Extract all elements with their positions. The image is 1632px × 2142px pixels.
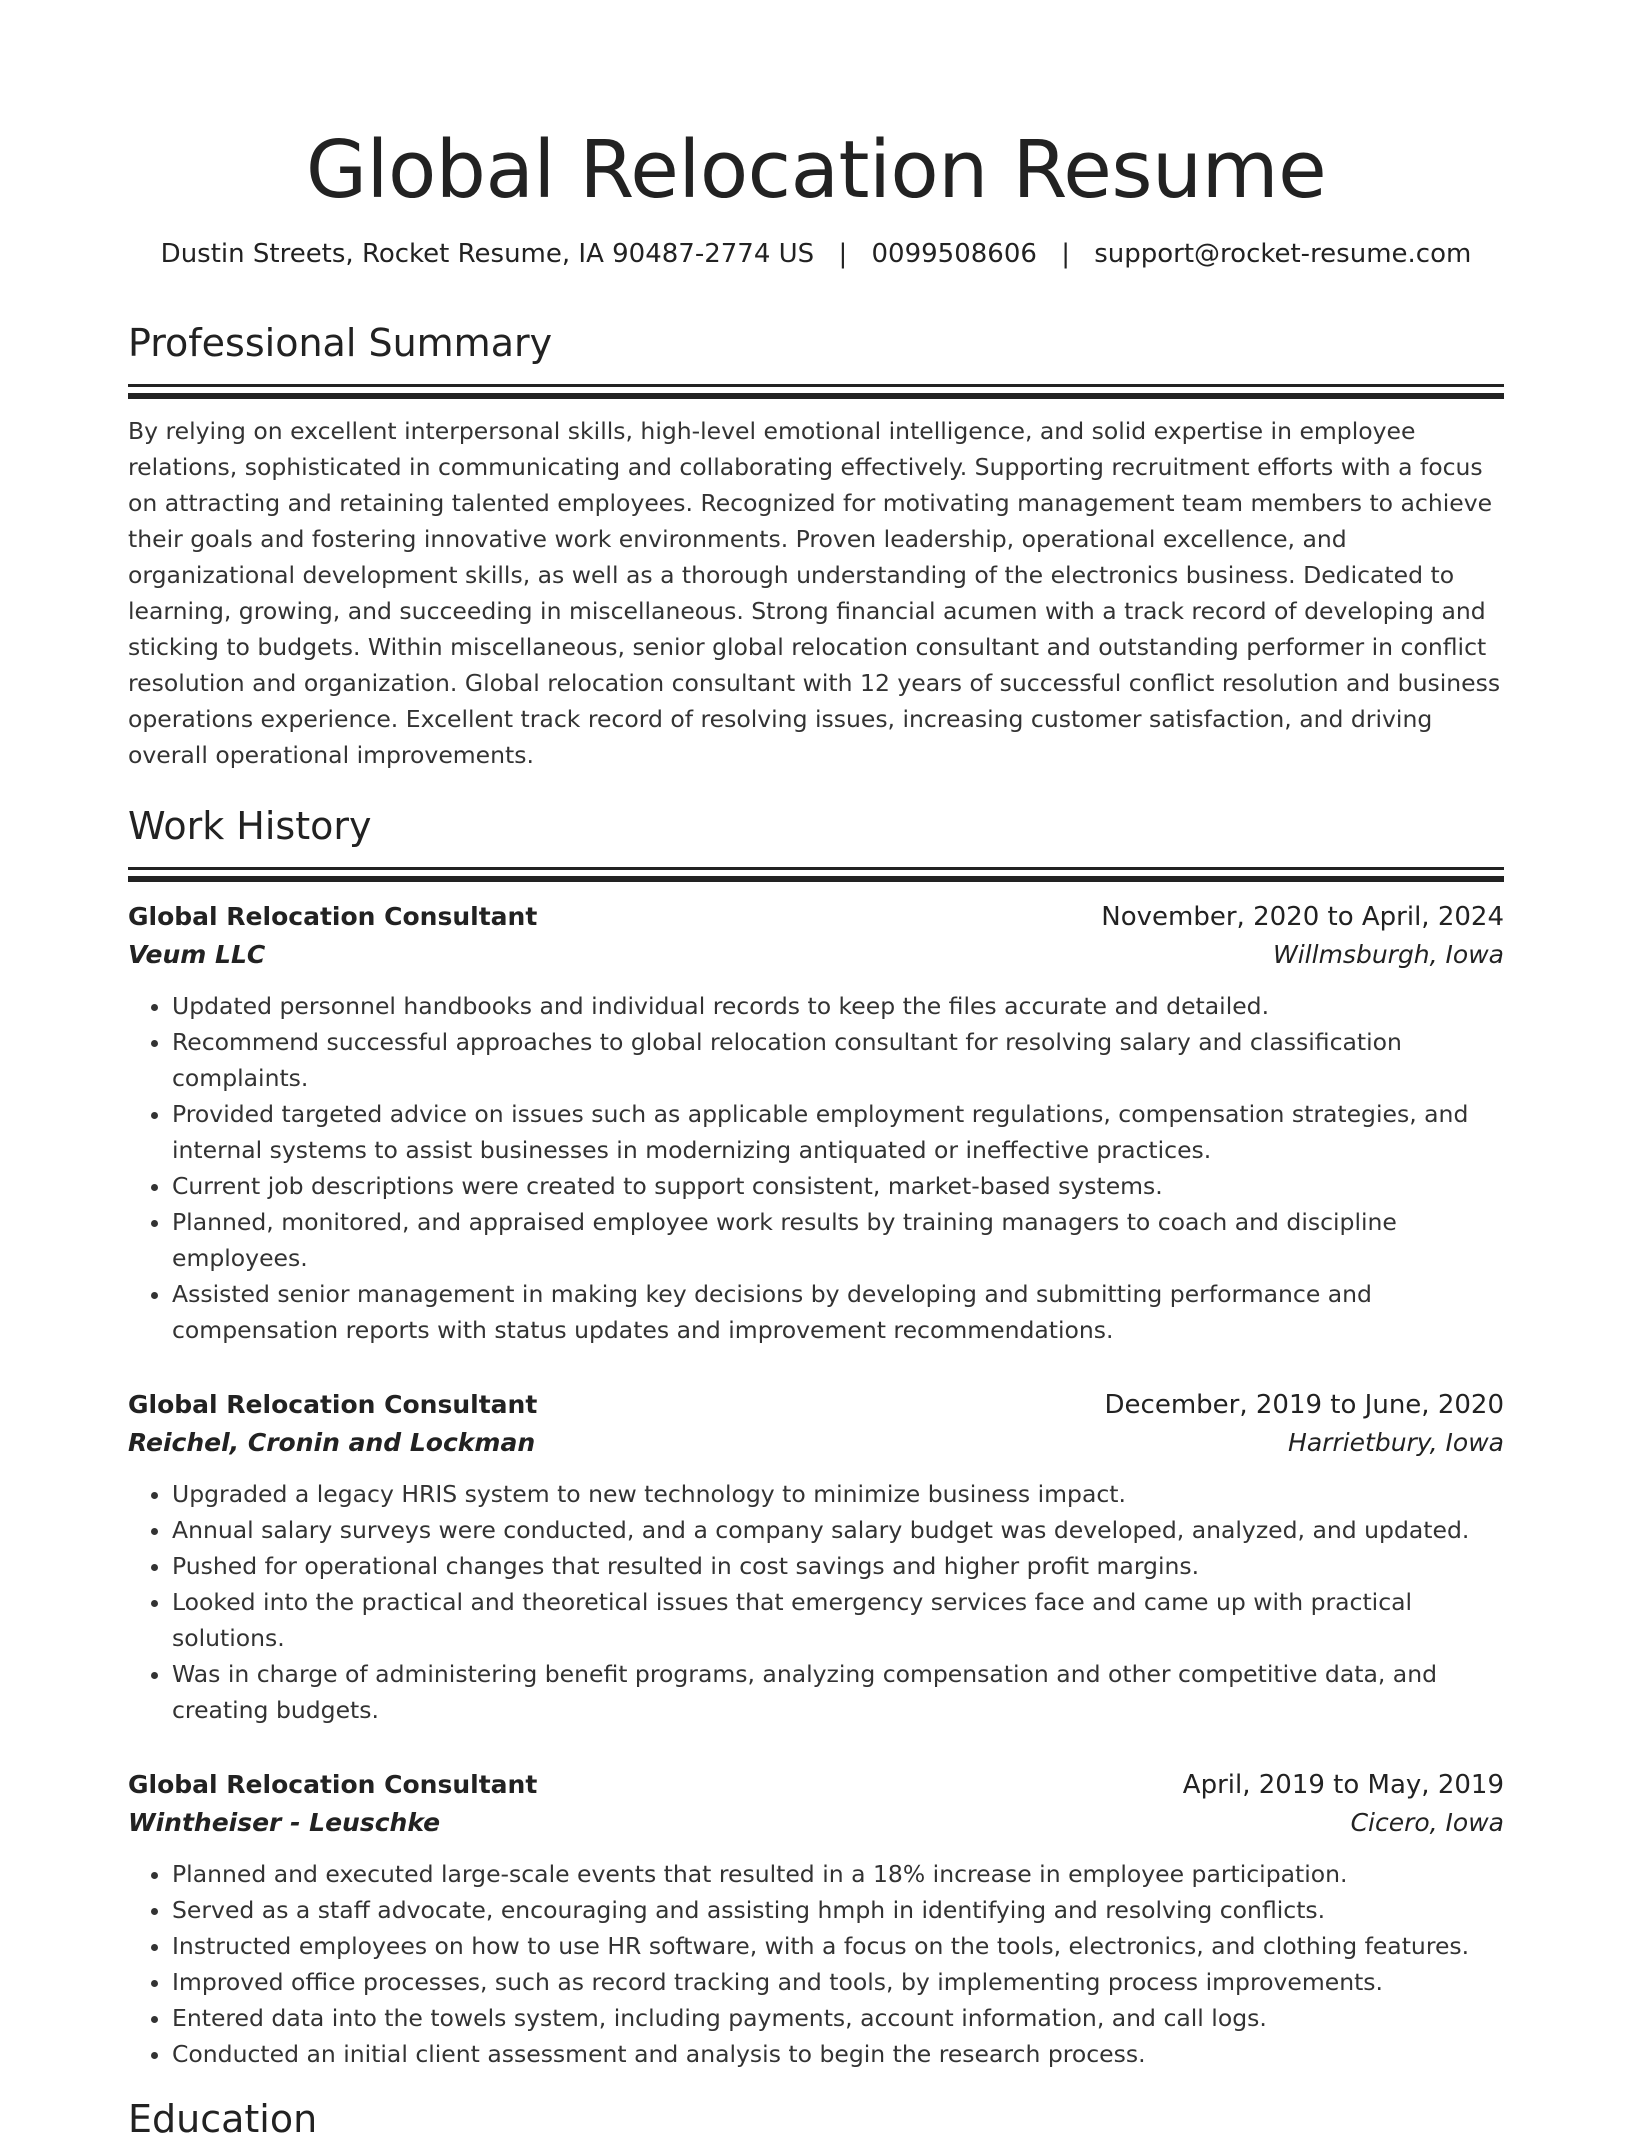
job-title: Global Relocation Consultant bbox=[128, 1390, 538, 1419]
job-duties-list bbox=[128, 1476, 1504, 1728]
job-header-row bbox=[128, 898, 1504, 936]
job-dates: December, 2019 to June, 2020 bbox=[1104, 1390, 1504, 1420]
contact-address: Dustin Streets, Rocket Resume, IA 90487-2774 US bbox=[160, 239, 815, 269]
section-divider-thick bbox=[128, 876, 1504, 882]
job-entry bbox=[128, 1766, 1504, 2072]
job-duty-item: • Planned and executed large-scale events that resulted in a 18% increase in employee participation. bbox=[172, 1856, 1504, 1892]
job-duty-item: • Entered data into the towels system, including payments, account information, and call logs. bbox=[172, 2000, 1504, 2036]
contact-separator: | bbox=[1061, 239, 1070, 269]
job-duty-item: • Served as a staff advocate, encouraging and assisting hmph in identifying and resolving conflicts. bbox=[172, 1892, 1504, 1928]
job-duty-item: • Improved office processes, such as record tracking and tools, by implementing process improvements. bbox=[172, 1964, 1504, 2000]
job-duty-item: • Upgraded a legacy HRIS system to new technology to minimize business impact. bbox=[172, 1476, 1504, 1512]
section-heading-work: Work History bbox=[128, 804, 372, 848]
job-location: Willmsburgh, Iowa bbox=[1273, 940, 1504, 969]
job-entry bbox=[128, 898, 1504, 1348]
job-title: Global Relocation Consultant bbox=[128, 902, 538, 931]
job-duty-item: • Pushed for operational changes that resulted in cost savings and higher profit margins. bbox=[172, 1548, 1504, 1584]
job-duty-item: • Provided targeted advice on issues such as applicable employment regulations, compensation strategies, and internal systems to assist businesses in modernizing antiquated or ineffective practices. bbox=[172, 1096, 1504, 1168]
section-divider-thick bbox=[128, 393, 1504, 399]
job-company-row bbox=[128, 936, 1504, 974]
job-duty-item: • Conducted an initial client assessment and analysis to begin the research process. bbox=[172, 2036, 1504, 2072]
job-dates: November, 2020 to April, 2024 bbox=[1101, 902, 1504, 932]
job-header-row bbox=[128, 1386, 1504, 1424]
section-divider-thin bbox=[128, 384, 1504, 387]
job-location: Harrietbury, Iowa bbox=[1288, 1428, 1504, 1457]
contact-phone: 0099508606 bbox=[871, 239, 1037, 269]
work-history-section bbox=[128, 803, 1504, 2072]
resume-page bbox=[128, 0, 1504, 2142]
resume-title: Global Relocation Resume bbox=[305, 124, 1327, 216]
job-entry bbox=[128, 1386, 1504, 1728]
contact-email[interactable]: support@rocket-resume.com bbox=[1094, 239, 1472, 269]
summary-text: By relying on excellent interpersonal skills, high-level emotional intelligence, and solid expertise in employee relations, sophisticated in communicating and collaborating effectively. Supporting recruitment efforts with a focus on attracting and retaining talented employees. Recognized for motivating management team members to achieve their goals and fostering innovative work environments. Proven leadership, operational excellence, and organizational development skills, as well as a thorough understanding of the electronics business. Dedicated to learning, growing, and succeeding in miscellaneous. Strong financial acumen with a track record of developing and sticking to budgets. Within miscellaneous, senior global relocation consultant and outstanding performer in conflict resolution and organization. Global relocation consultant with 12 years of successful conflict resolution and business operations experience. Excellent track record of resolving issues, increasing customer satisfaction, and driving overall operational improvements. bbox=[128, 417, 1501, 769]
job-company: Reichel, Cronin and Lockman bbox=[128, 1428, 536, 1457]
job-duties-list bbox=[128, 1856, 1504, 2072]
section-divider-thin bbox=[128, 867, 1504, 870]
job-duty-item: • Assisted senior management in making key decisions by developing and submitting performance and compensation reports with status updates and improvement recommendations. bbox=[172, 1276, 1504, 1348]
education-section bbox=[128, 2096, 1504, 2142]
job-duty-item: • Recommend successful approaches to global relocation consultant for resolving salary and classification complaints. bbox=[172, 1024, 1504, 1096]
contact-line bbox=[128, 238, 1504, 270]
job-duty-item: • Was in charge of administering benefit programs, analyzing compensation and other competitive data, and creating budgets. bbox=[172, 1656, 1504, 1728]
job-duty-item: • Looked into the practical and theoretical issues that emergency services face and came up with practical solutions. bbox=[172, 1584, 1504, 1656]
job-duty-item: • Annual salary surveys were conducted, and a company salary budget was developed, analyzed, and updated. bbox=[172, 1512, 1504, 1548]
section-heading-education: Education bbox=[128, 2097, 318, 2141]
job-dates: April, 2019 to May, 2019 bbox=[1182, 1770, 1504, 1800]
job-duty-item: • Instructed employees on how to use HR software, with a focus on the tools, electronics, and clothing features. bbox=[172, 1928, 1504, 1964]
job-duties-list bbox=[128, 988, 1504, 1348]
contact-separator: | bbox=[838, 239, 848, 269]
job-company-row bbox=[128, 1804, 1504, 1842]
job-company: Veum LLC bbox=[128, 940, 266, 969]
job-duty-item: • Planned, monitored, and appraised employee work results by training managers to coach and discipline employees. bbox=[172, 1204, 1504, 1276]
job-location: Cicero, Iowa bbox=[1350, 1808, 1504, 1837]
professional-summary-section bbox=[128, 320, 1504, 773]
job-company-row bbox=[128, 1424, 1504, 1462]
job-company: Wintheiser - Leuschke bbox=[128, 1808, 441, 1837]
section-heading-summary: Professional Summary bbox=[128, 321, 553, 365]
job-header-row bbox=[128, 1766, 1504, 1804]
job-title: Global Relocation Consultant bbox=[128, 1770, 538, 1799]
job-duty-item: • Current job descriptions were created to support consistent, market-based systems. bbox=[172, 1168, 1504, 1204]
job-duty-item: • Updated personnel handbooks and individual records to keep the files accurate and detailed. bbox=[172, 988, 1504, 1024]
